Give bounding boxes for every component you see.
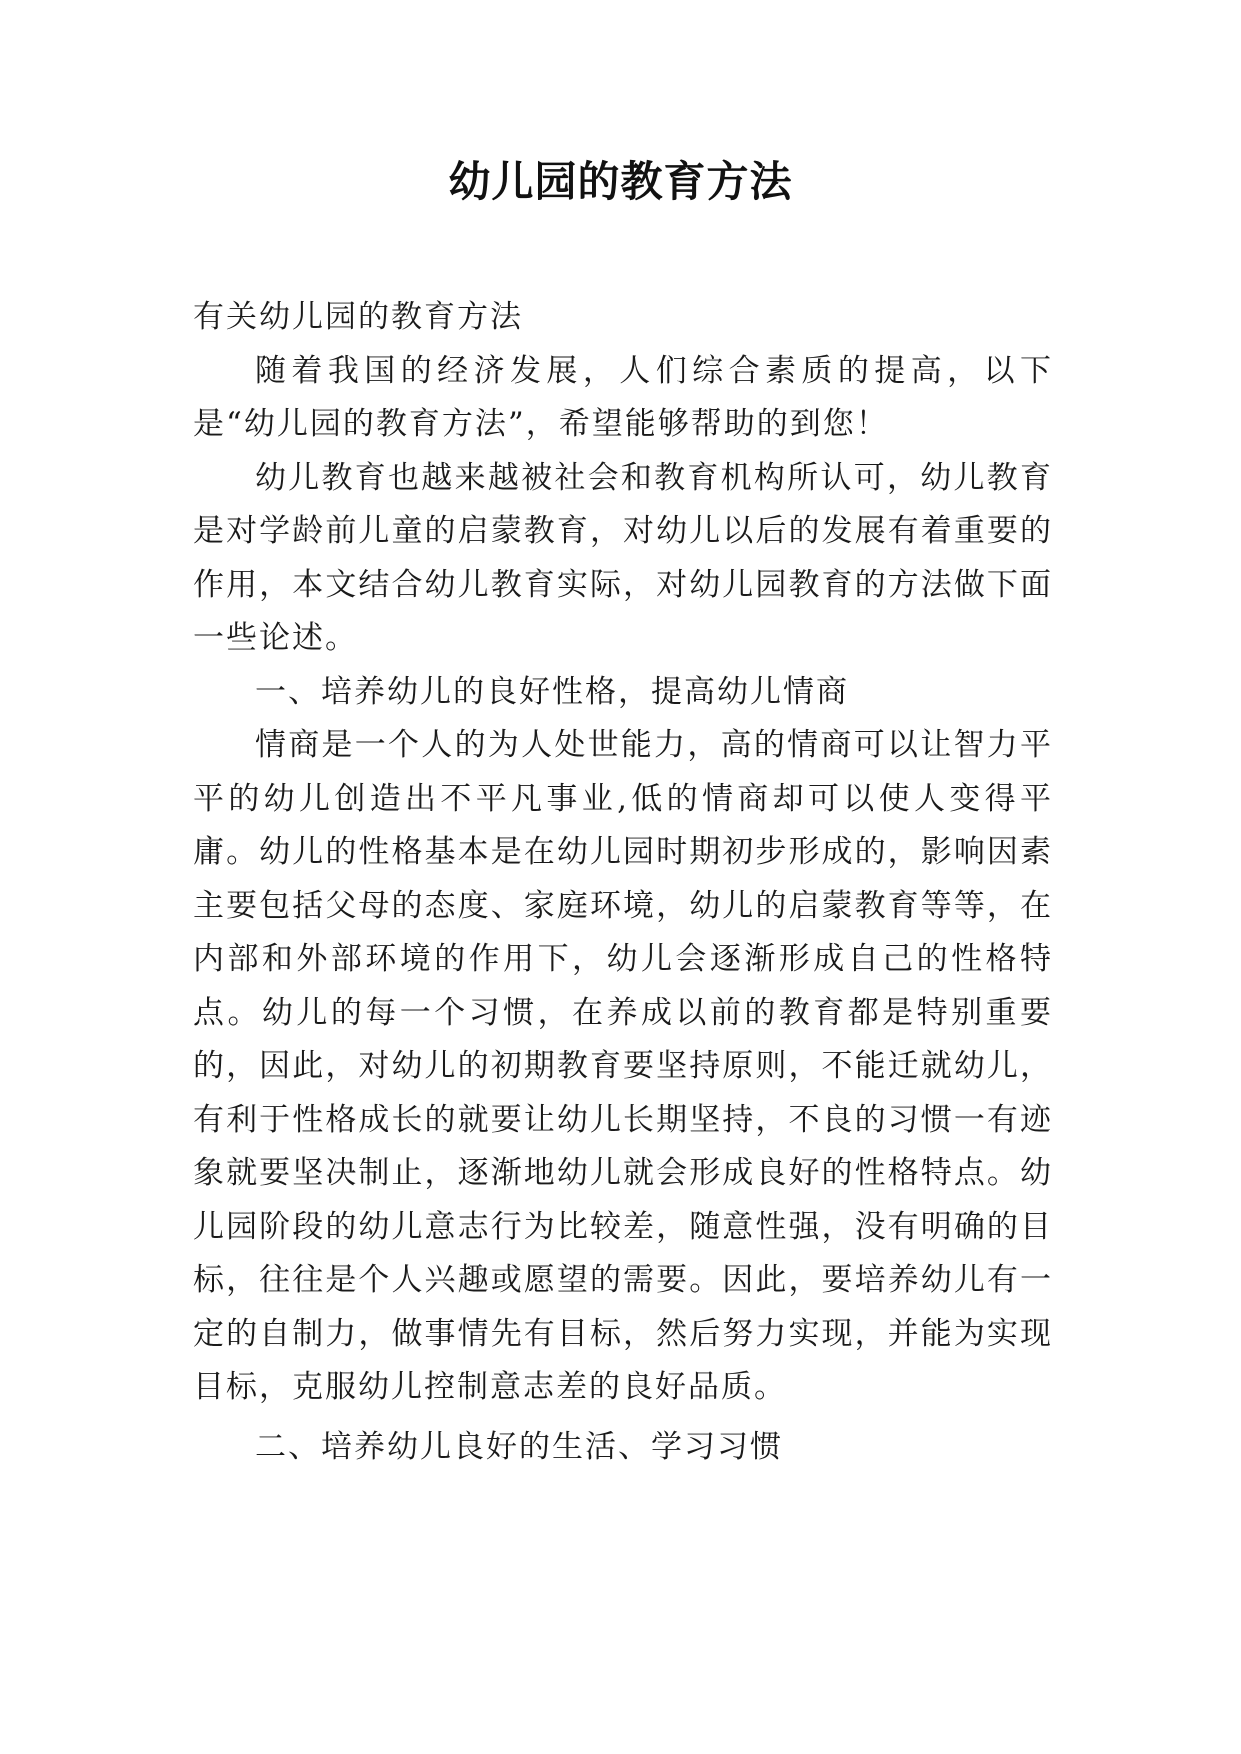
section-1-paragraph: 情商是一个人的为人处世能力，高的情商可以让智力平平的幼儿创造出不平凡事业,低的情商却可以使人变得平庸。幼儿的性格基本是在幼儿园时期初步形成的，影响因素主要包括父母的态度、家庭环境，幼儿的启蒙教育等等，在内部和外部环境的作用下，幼儿会逐渐形成自己的性格特点。幼儿的每一个习惯，在养成以前的教育都是特别重要的，因此，对幼儿的初期教育要坚持原则，不能迁就幼儿，有利于性格成长的就要让幼儿长期坚持，不良的习惯一有迹象就要坚决制止，逐渐地幼儿就会形成良好的性格特点。幼儿园阶段的幼儿意志行为比较差，随意性强，没有明确的目标，往往是个人兴趣或愿望的需要。因此，要培养幼儿有一定的自制力，做事情先有目标，然后努力实现，并能为实现目标，克服幼儿控制意志差的良好品质。	[193, 727, 1053, 1405]
section-heading-2: 二、培养幼儿良好的生活、学习习惯	[255, 1428, 783, 1465]
document-body	[193, 291, 1053, 1474]
document-title: 幼儿园的教育方法	[448, 157, 793, 206]
intro-paragraph: 随着我国的经济发展，人们综合素质的提高，以下是“幼儿园的教育方法”，希望能够帮助的到您！	[193, 352, 1053, 442]
document-subtitle: 有关幼儿园的教育方法	[193, 299, 523, 335]
section-heading-1: 一、培养幼儿的良好性格，提高幼儿情商	[255, 673, 849, 710]
overview-paragraph: 幼儿教育也越来越被社会和教育机构所认可，幼儿教育是对学龄前儿童的启蒙教育，对幼儿以后的发展有着重要的作用，本文结合幼儿教育实际，对幼儿园教育的方法做下面一些论述。	[193, 459, 1053, 656]
